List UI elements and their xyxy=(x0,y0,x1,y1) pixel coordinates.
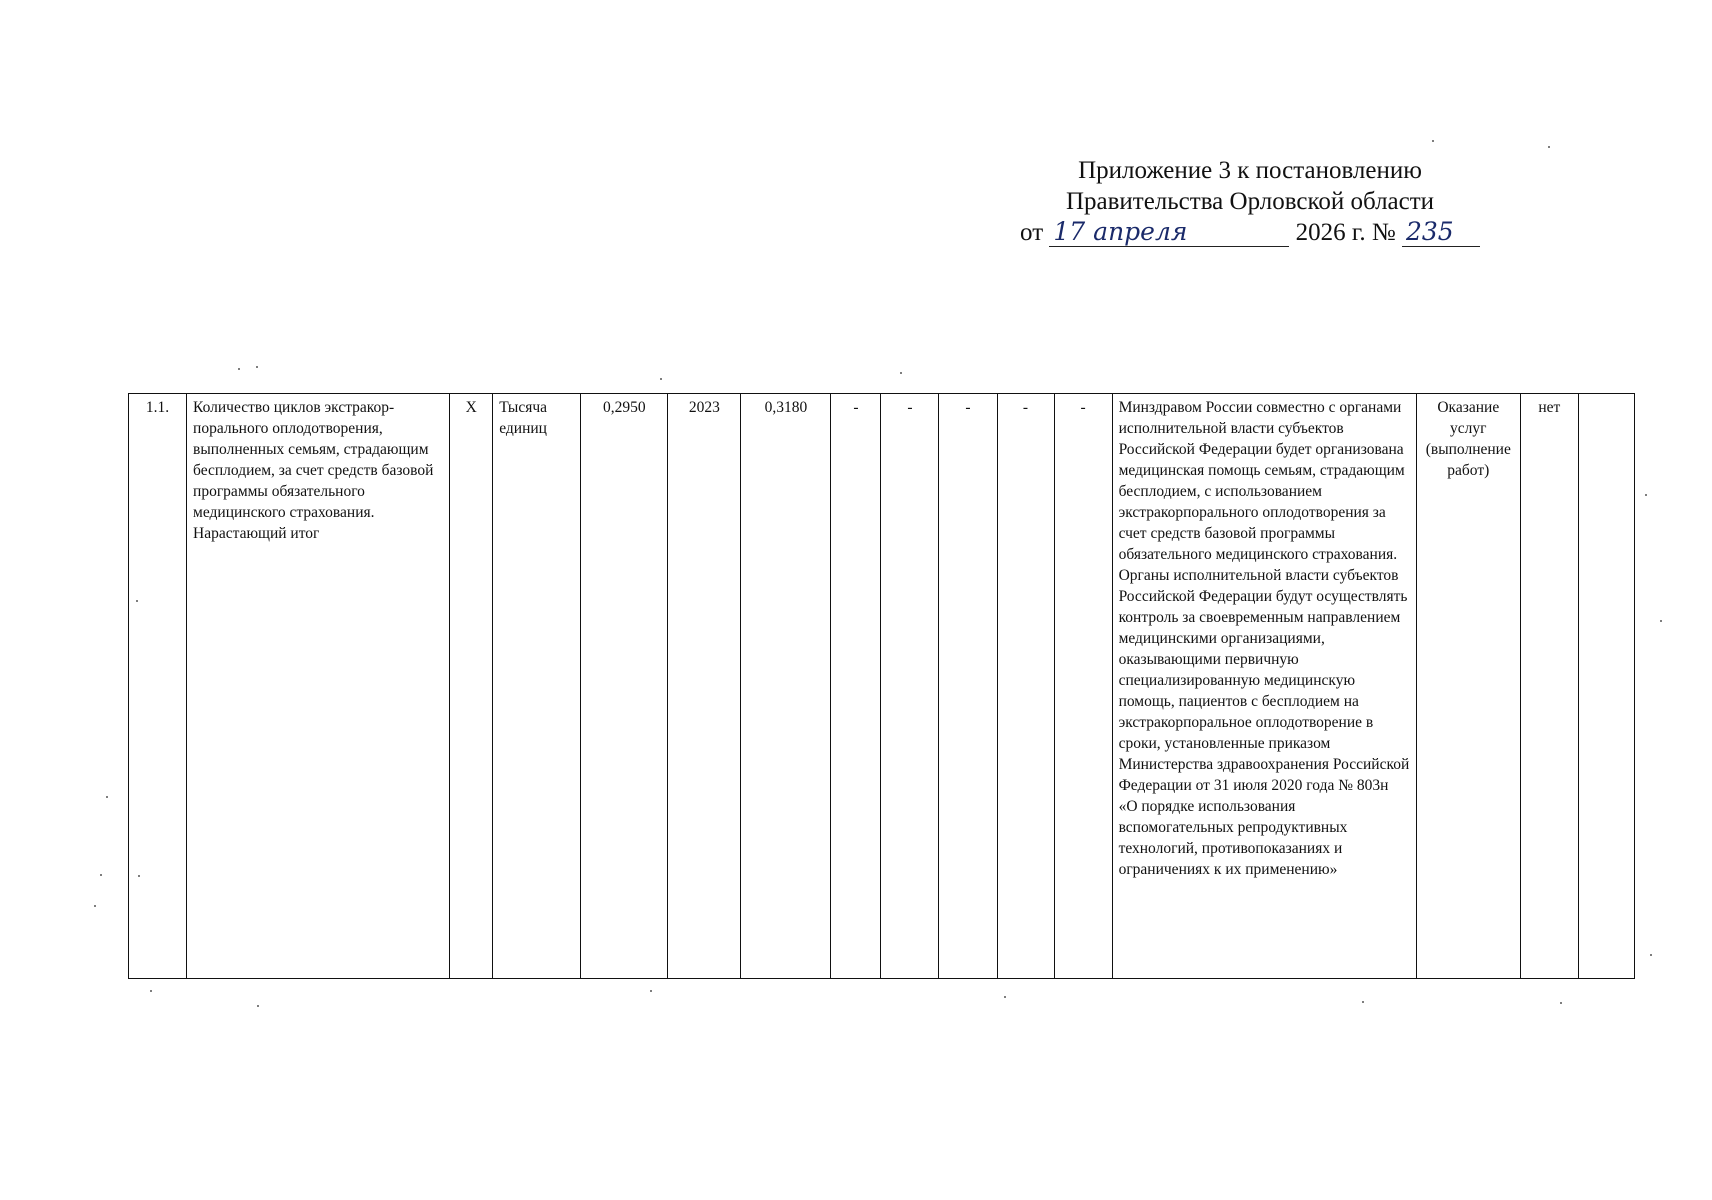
government-title: Правительства Орловской области xyxy=(1065,188,1435,215)
value-4: - xyxy=(939,394,997,979)
flag-value: нет xyxy=(1520,394,1578,979)
base-value: 0,2950 xyxy=(581,394,668,979)
value-2: - xyxy=(831,394,881,979)
value-3: - xyxy=(881,394,939,979)
document-header xyxy=(1010,155,1490,248)
handwritten-number: 235 xyxy=(1402,218,1480,247)
last-column xyxy=(1578,394,1634,979)
indicator-mark: X xyxy=(450,394,493,979)
activity-type: Оказание услуг (выполнение работ) xyxy=(1416,394,1520,979)
base-year: 2023 xyxy=(668,394,741,979)
value-6: - xyxy=(1054,394,1112,979)
row-number: 1.1. xyxy=(129,394,187,979)
value-1: 0,3180 xyxy=(741,394,831,979)
indicators-table xyxy=(128,393,1635,979)
appendix-title: Приложение 3 к постановлению xyxy=(1078,157,1422,184)
date-line xyxy=(1010,217,1490,248)
indicator-name: Количество циклов экстракор-порального оплодотворения, выполненных семьям, страдающим бесплодием, за счет средств базовой программы обязательного медицинского страхования. Нарастающий итог xyxy=(187,394,450,979)
description: Минздравом России совместно с органами исполнительной власти субъектов Российской Федерации будет организована медицинская помощь семьям, страдающим бесплодием, с использованием экстракорпорального оплодотворения за счет средств базовой программы обязательного медицинского страхования. Органы исполнительной власти субъектов Российской Федерации будут осуществлять контроль за своевременным направлением медицинскими организациями, оказывающими первичную специализированную медицинскую помощь, пациентов с бесплодием на экстракорпоральное оплодотворение в сроки, установленные приказом Министерства здравоохранения Российской Федерации от 31 июля 2020 года № 803н «О порядке использования вспомогательных репродуктивных технологий, противопоказаниях и ограничениях к их применению» xyxy=(1112,394,1416,979)
handwritten-date: 17 апреля xyxy=(1049,218,1289,247)
year-number-label: 2026 г. № xyxy=(1295,219,1396,246)
value-5: - xyxy=(997,394,1054,979)
date-prefix: от xyxy=(1020,219,1044,246)
table-row xyxy=(129,394,1635,979)
unit-of-measure: Тысяча единиц xyxy=(493,394,581,979)
